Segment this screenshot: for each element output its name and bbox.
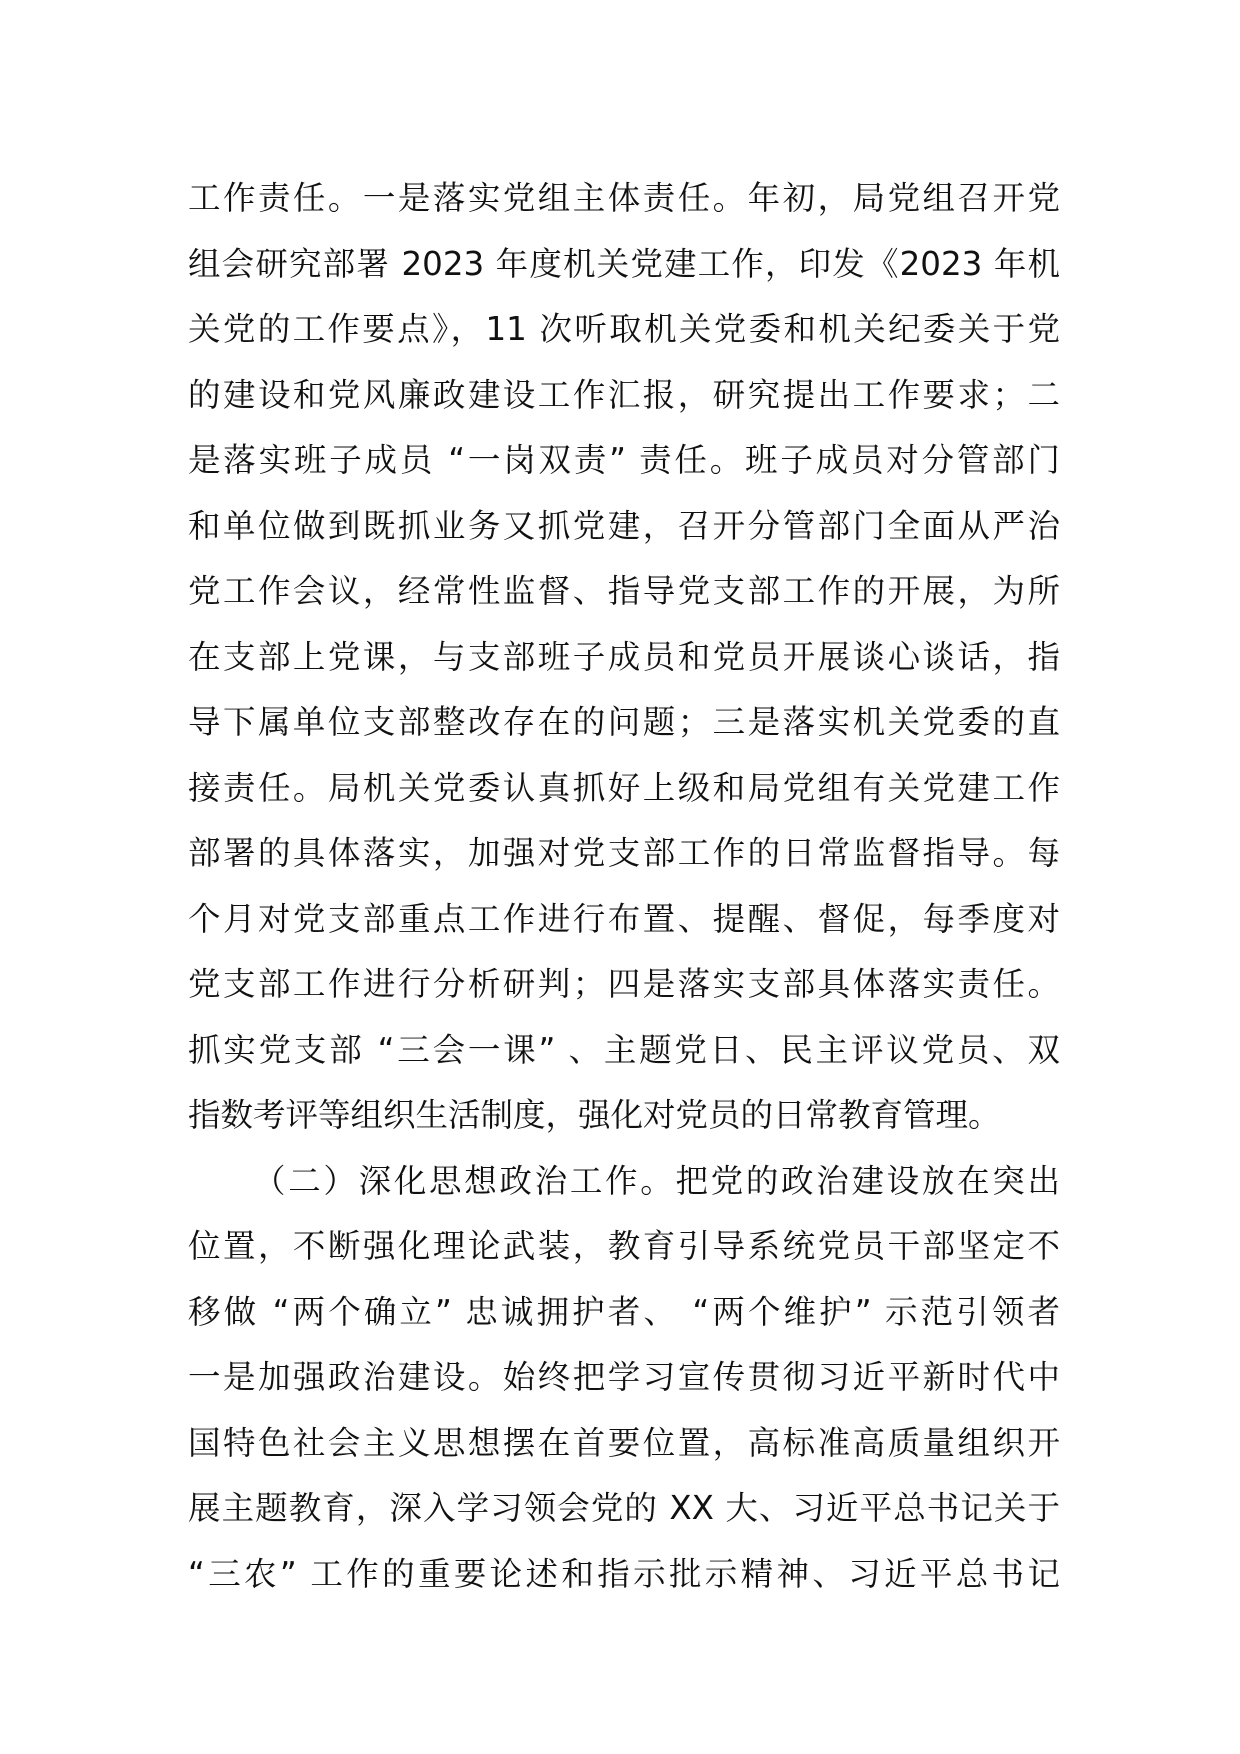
text-line: 个月对党支部重点工作进行布置、提醒、督促，每季度对 <box>188 899 1060 938</box>
text-line: 位置，不断强化理论武装，教育引导系统党员干部坚定不 <box>188 1227 1060 1265</box>
text-line: 在支部上党课，与支部班子成员和党员开展谈心谈话，指 <box>188 637 1060 676</box>
text-line: 一是加强政治建设。始终把学习宣传贯彻习近平新时代中 <box>188 1358 1060 1396</box>
text-line: 移做 “两个确立” 忠诚拥护者、 “两个维护” 示范引领者 <box>188 1292 1060 1331</box>
text-line: 和单位做到既抓业务又抓党建，召开分管部门全面从严治 <box>188 506 1060 545</box>
text-line: 组会研究部署 2023 年度机关党建工作，印发《2023 年机 <box>188 244 1060 283</box>
text-line: 展主题教育，深入学习领会党的 XX 大、习近平总书记关于 <box>188 1489 1060 1527</box>
text-line: 接责任。局机关党委认真抓好上级和局党组有关党建工作 <box>188 768 1060 807</box>
text-line: 工作责任。一是落实党组主体责任。年初，局党组召开党 <box>188 179 1060 217</box>
section-heading-line: （二）深化思想政治工作。把党的政治建设放在突出 <box>253 1161 1060 1200</box>
text-line: 抓实党支部 “三会一课” 、主题党日、民主评议党员、双 <box>188 1030 1060 1069</box>
text-line: 导下属单位支部整改存在的问题；三是落实机关党委的直 <box>188 703 1060 741</box>
text-line: 是落实班子成员 “一岗双责” 责任。班子成员对分管部门 <box>188 441 1060 479</box>
text-line: 指数考评等组织生活制度，强化对党员的日常教育管理。 <box>188 1096 1001 1134</box>
text-line: 关党的工作要点》，11 次听取机关党委和机关纪委关于党 <box>188 310 1060 348</box>
text-line: 党支部工作进行分析研判；四是落实支部具体落实责任。 <box>188 965 1060 1003</box>
text-line: 部署的具体落实，加强对党支部工作的日常监督指导。每 <box>188 834 1060 872</box>
text-line: 的建设和党风廉政建设工作汇报，研究提出工作要求；二 <box>188 375 1060 414</box>
text-line: “三农” 工作的重要论述和指示批示精神、习近平总书记 <box>188 1554 1060 1593</box>
body-text <box>188 166 1060 1607</box>
text-line: 国特色社会主义思想摆在首要位置，高标准高质量组织开 <box>188 1423 1060 1462</box>
text-line: 党工作会议，经常性监督、指导党支部工作的开展，为所 <box>188 572 1060 610</box>
